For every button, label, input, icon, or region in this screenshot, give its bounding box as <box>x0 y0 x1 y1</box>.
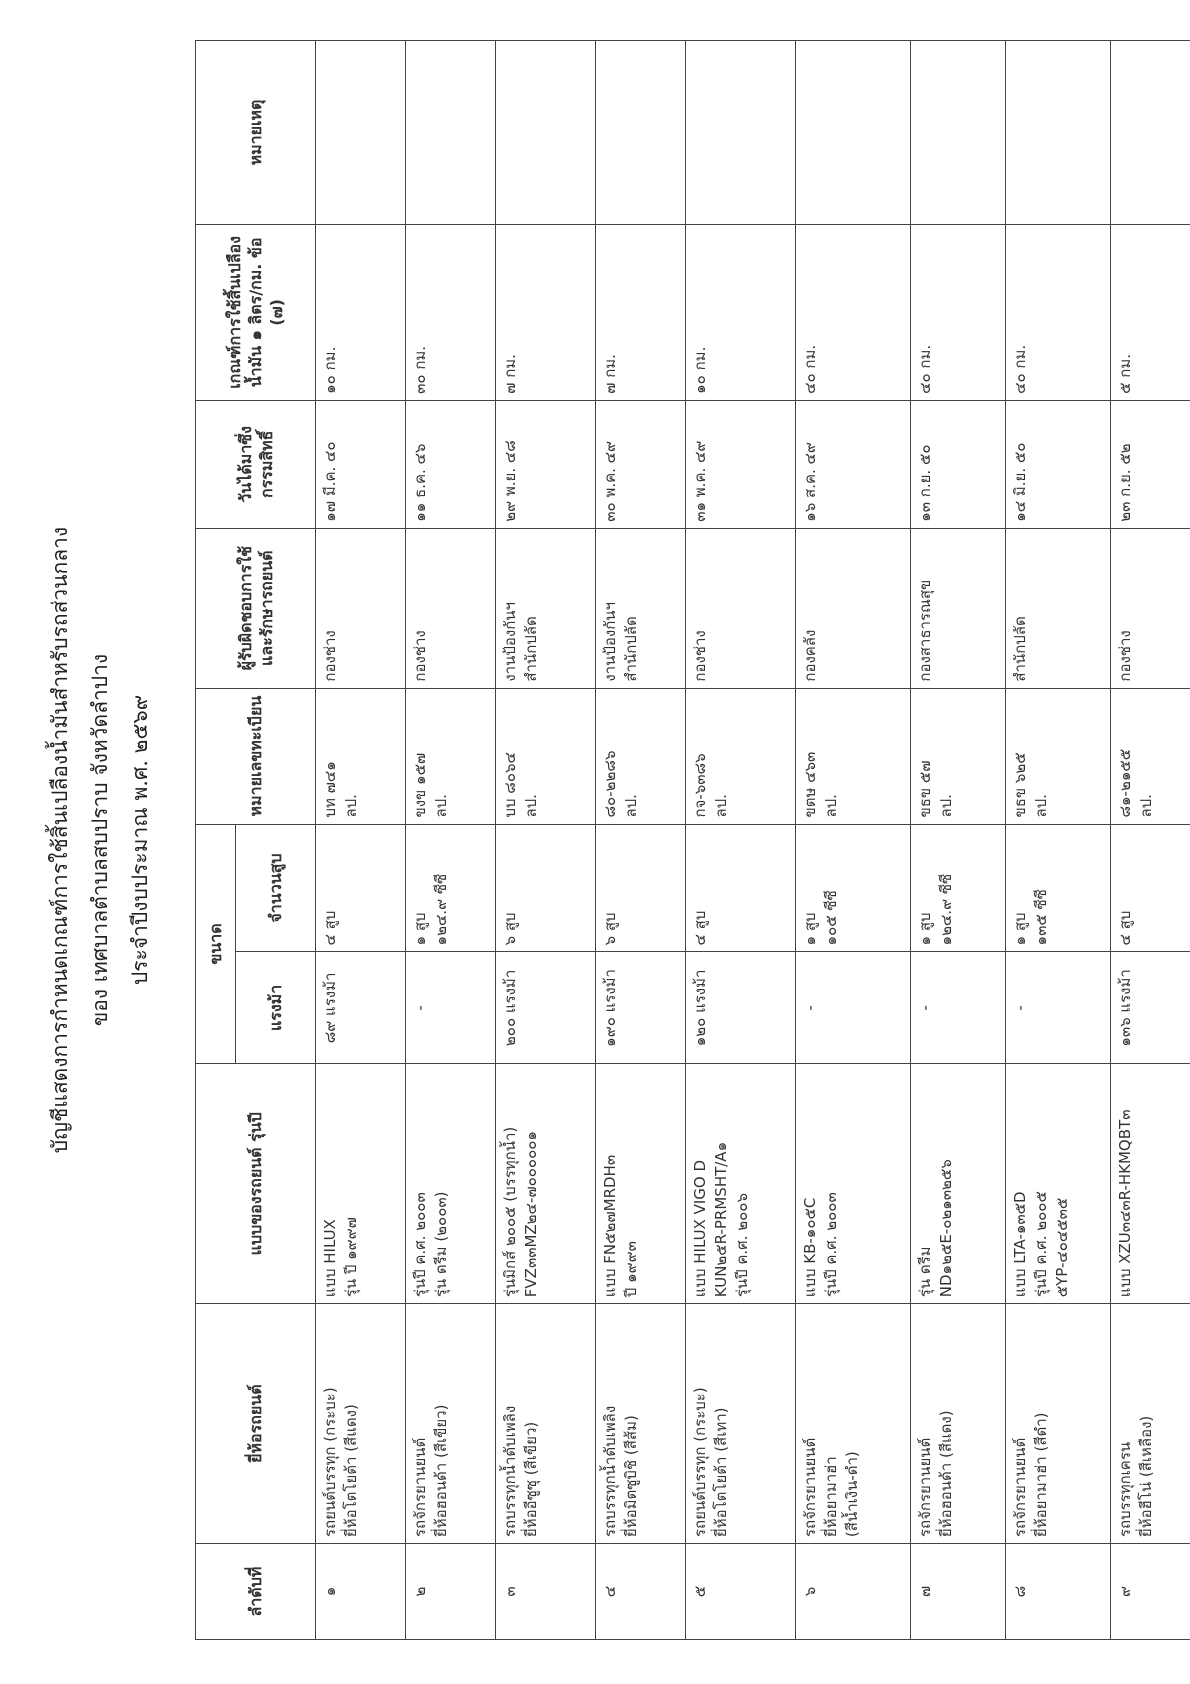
cell-plate-line: บบ ๘๐๖๔ <box>501 752 519 818</box>
cell-responsible-line: กองช่าง <box>1116 630 1134 682</box>
cell-model-line: แบบ FN๕๒๗MRDH๓ <box>601 1154 619 1298</box>
table-row <box>911 41 1006 1640</box>
cell-responsible <box>911 528 1006 688</box>
cell-plate <box>406 688 496 824</box>
table-row <box>796 41 911 1640</box>
cell-cylinders-line: ๑ สูบ <box>916 912 934 946</box>
table-row <box>1006 41 1111 1640</box>
cell-brand-line: รถบรรทุกน้ำดับเพลิง <box>601 1405 619 1538</box>
cell-responsible-line: สำนักปลัด <box>1011 616 1029 682</box>
cell-brand <box>316 1304 406 1544</box>
cell-model <box>596 1064 686 1304</box>
cell-fuel-rate: ๕ กม. <box>1111 224 1190 400</box>
cell-date: ๒๙ พ.ย. ๔๘ <box>496 400 596 528</box>
cell-responsible-line: กองสาธารณสุข <box>916 579 934 682</box>
cell-brand-line: ยี่ห้อฮอนด้า (สีแดง) <box>937 1410 955 1538</box>
cell-responsible <box>406 528 496 688</box>
header-no: ลำดับที่ <box>196 1544 316 1640</box>
cell-fuel-rate: ๗ กม. <box>596 224 686 400</box>
cell-remark <box>1006 41 1111 225</box>
cell-responsible <box>796 528 911 688</box>
cell-remark <box>911 41 1006 225</box>
cell-brand-line: รถบรรทุกเครน <box>1116 1441 1134 1538</box>
cell-model-line: รุ่นปี ค.ศ. ๒๐๐๓ <box>411 1192 429 1298</box>
cell-model-line: KUN๒๕R-PRMSHT/A๑ <box>712 1141 730 1298</box>
cell-plate <box>1006 688 1111 824</box>
cell-date: ๒๓ ก.ย. ๕๒ <box>1111 400 1190 528</box>
cell-brand <box>1111 1304 1190 1544</box>
header-remark: หมายเหตุ <box>196 41 316 225</box>
cell-model-line: รุ่น ปี ๑๙๙๗ <box>342 1217 360 1298</box>
cell-model-line: แบบ KB-๑๐๕C <box>801 1197 819 1298</box>
cell-date: ๑๔ มิ.ย. ๕๐ <box>1006 400 1111 528</box>
cell-cylinders-line: ๔ สูบ <box>1116 910 1134 946</box>
cell-brand-line: รถจักรยานยนต์ <box>916 1437 934 1538</box>
cell-date: ๓๐ พ.ค. ๔๙ <box>596 400 686 528</box>
cell-brand-line: รถยนต์บรรทุก (กระบะ) <box>321 1387 339 1538</box>
cell-cylinders <box>796 824 911 952</box>
cell-brand-line: ยี่ห้อฮีโน่ (สีเหลือง) <box>1137 1415 1155 1538</box>
cell-cylinders-line: ๑๒๔.๙ ซีซี <box>432 873 450 946</box>
cell-brand-line: รถจักรยานยนต์ <box>801 1437 819 1538</box>
cell-brand <box>796 1304 911 1544</box>
cell-cylinders-line: ๑๓๕ ซีซี <box>1032 889 1050 946</box>
cell-no: ๒ <box>406 1544 496 1640</box>
cell-remark <box>796 41 911 225</box>
cell-model-line: รุ่นปี ค.ศ. ๒๐๐๖ <box>733 1193 751 1298</box>
cell-no: ๑ <box>316 1544 406 1640</box>
cell-cylinders <box>1111 824 1190 952</box>
cell-plate-line: กจ-๖๓๘๖ <box>691 753 709 818</box>
cell-cylinders-line: ๑๒๔.๙ ซีซี <box>937 873 955 946</box>
cell-remark <box>1111 41 1190 225</box>
cell-cylinders <box>686 824 796 952</box>
cell-responsible <box>1111 528 1190 688</box>
cell-brand <box>496 1304 596 1544</box>
cell-model-line: รุ่น ดรีม (๒๐๐๓) <box>432 1191 450 1298</box>
cell-model <box>1006 1064 1111 1304</box>
cell-plate-line: ลป. <box>712 794 730 818</box>
cell-horsepower: - <box>796 952 911 1064</box>
cell-responsible <box>496 528 596 688</box>
cell-plate-line: ขธข ๕๗ <box>916 760 934 818</box>
cell-plate-line: บท ๗๔๑ <box>321 761 339 818</box>
cell-plate <box>316 688 406 824</box>
cell-plate-line: ขงข ๑๕๗ <box>411 752 429 818</box>
cell-cylinders-line: ๑ สูบ <box>801 912 819 946</box>
cell-cylinders <box>406 824 496 952</box>
cell-responsible <box>1006 528 1111 688</box>
cell-brand-line: รถจักรยานยนต์ <box>411 1437 429 1538</box>
table-body <box>316 41 1190 1640</box>
document-title <box>40 20 160 1660</box>
title-line-1: บัญชีแสดงการกำหนดเกณฑ์การใช้สิ้นเปลืองน้ำมันสำหรับรถส่วนกลาง <box>48 526 72 1154</box>
cell-responsible-line: งานป้องกันฯ <box>601 602 619 682</box>
cell-plate-line: ลป. <box>522 794 540 818</box>
cell-cylinders-line: ๑ สูบ <box>1011 912 1029 946</box>
cell-date: ๑๓ ก.ย. ๕๐ <box>911 400 1006 528</box>
cell-plate-line: ๘๑-๒๑๕๕ <box>1116 748 1134 818</box>
cell-plate-line: ลป. <box>622 794 640 818</box>
cell-cylinders <box>911 824 1006 952</box>
title-line-3: ประจำปีงบประมาณ พ.ศ. ๒๕๖๙ <box>128 694 152 986</box>
cell-horsepower: ๒๐๐ แรงม้า <box>496 952 596 1064</box>
cell-fuel-rate: ๑๐ กม. <box>316 224 406 400</box>
table-row <box>686 41 796 1640</box>
header-horsepower: แรงม้า <box>236 952 316 1064</box>
cell-model-line: รุ่นปี ค.ศ. ๒๐๐๕ <box>1032 1191 1050 1298</box>
cell-model-line: ๕YP-๔๐๔๕๓๕ <box>1053 1197 1071 1298</box>
cell-no: ๙ <box>1111 1544 1190 1640</box>
table-row <box>496 41 596 1640</box>
cell-remark <box>686 41 796 225</box>
cell-model-line: แบบ HILUX <box>321 1219 339 1298</box>
cell-brand <box>1006 1304 1111 1544</box>
header-model: แบบของรถยนต์ รุ่นปี <box>196 1064 316 1304</box>
cell-responsible-line: กองช่าง <box>691 630 709 682</box>
cell-model <box>796 1064 911 1304</box>
cell-model <box>686 1064 796 1304</box>
cell-cylinders <box>316 824 406 952</box>
cell-horsepower: ๑๓๖ แรงม้า <box>1111 952 1190 1064</box>
cell-cylinders-line: ๑ สูบ <box>411 912 429 946</box>
cell-remark <box>596 41 686 225</box>
cell-brand <box>596 1304 686 1544</box>
cell-responsible-line: กองช่าง <box>321 630 339 682</box>
cell-plate <box>1111 688 1190 824</box>
cell-responsible-line: งานป้องกันฯ <box>501 602 519 682</box>
cell-model-line: แบบ HILUX VIGO D <box>691 1159 709 1298</box>
rotated-page <box>0 20 1190 1660</box>
cell-cylinders-line: ๖ สูบ <box>601 912 619 946</box>
cell-fuel-rate: ๔๐ กม. <box>796 224 911 400</box>
cell-date: ๑๑ ธ.ค. ๔๖ <box>406 400 496 528</box>
cell-horsepower: - <box>1006 952 1111 1064</box>
cell-model <box>1111 1064 1190 1304</box>
cell-plate-line: ลป. <box>1137 794 1155 818</box>
cell-responsible-line: กองคลัง <box>801 629 819 682</box>
table-row <box>316 41 406 1640</box>
cell-brand <box>911 1304 1006 1544</box>
cell-model <box>496 1064 596 1304</box>
cell-remark <box>406 41 496 225</box>
cell-brand-line: ยี่ห้อโตโยต้า (สีเทา) <box>712 1407 730 1538</box>
cell-responsible <box>686 528 796 688</box>
cell-brand-line: รถจักรยานยนต์ <box>1011 1437 1029 1538</box>
cell-model <box>911 1064 1006 1304</box>
header-cylinders: จำนวนสูบ <box>236 824 316 952</box>
cell-brand-line: รถยนต์บรรทุก (กระบะ) <box>691 1387 709 1538</box>
cell-plate <box>796 688 911 824</box>
cell-date: ๑๖ ส.ค. ๔๙ <box>796 400 911 528</box>
cell-responsible-line: สำนักปลัด <box>522 616 540 682</box>
header-date: วันได้มาซึ่งกรรมสิทธิ์ <box>196 400 316 528</box>
header-brand: ยี่ห้อรถยนต์ <box>196 1304 316 1544</box>
cell-fuel-rate: ๗ กม. <box>496 224 596 400</box>
cell-cylinders-line: ๔ สูบ <box>321 910 339 946</box>
cell-horsepower: ๑๙๐ แรงม้า <box>596 952 686 1064</box>
cell-fuel-rate: ๑๐ กม. <box>686 224 796 400</box>
cell-brand-line: ยี่ห้อยามาฮ่า <box>822 1456 840 1538</box>
cell-plate <box>911 688 1006 824</box>
cell-no: ๔ <box>596 1544 686 1640</box>
cell-responsible-line: สำนักปลัด <box>622 616 640 682</box>
table-row <box>596 41 686 1640</box>
cell-brand <box>686 1304 796 1544</box>
title-line-2: ของ เทศบาลตำบลสบปราบ จังหวัดลำปาง <box>88 653 112 1027</box>
cell-plate-line: ลป. <box>937 794 955 818</box>
header-size: ขนาด <box>196 824 236 1064</box>
cell-plate-line: ลป. <box>1032 794 1050 818</box>
cell-model <box>406 1064 496 1304</box>
cell-model-line: FVZ๓๓MZ๒๔-๗๐๐๐๐๐๑ <box>522 1131 540 1298</box>
cell-horsepower: ๘๙ แรงม้า <box>316 952 406 1064</box>
cell-model <box>316 1064 406 1304</box>
cell-date: ๓๑ พ.ค. ๔๙ <box>686 400 796 528</box>
cell-plate-line: ๘๐-๒๒๘๖ <box>601 750 619 818</box>
cell-fuel-rate: ๔๐ กม. <box>1006 224 1111 400</box>
cell-brand-line: ยี่ห้อยามาฮ่า (สีดำ) <box>1032 1412 1050 1538</box>
cell-responsible <box>596 528 686 688</box>
header-fuel-rate: เกณฑ์การใช้สิ้นเปลืองน้ำมัน ๑ ลิตร/กม. ข้อ (๗) <box>196 224 316 400</box>
vehicle-fuel-table <box>195 40 1190 1640</box>
cell-plate-line: ลป. <box>822 794 840 818</box>
cell-brand-line: ยี่ห้อโตโยต้า (สีแดง) <box>342 1404 360 1538</box>
cell-model-line: รุ่นปี ค.ศ. ๒๐๐๓ <box>822 1192 840 1298</box>
cell-brand-line: ยี่ห้อมิตซูบิชิ (สีส้ม) <box>622 1415 640 1538</box>
cell-brand <box>406 1304 496 1544</box>
cell-cylinders-line: ๖ สูบ <box>501 912 519 946</box>
cell-no: ๗ <box>911 1544 1006 1640</box>
header-plate: หมายเลขทะเบียน <box>196 688 316 824</box>
cell-cylinders <box>1006 824 1111 952</box>
cell-brand-line: ยี่ห้อฮอนด้า (สีเขียว) <box>432 1404 450 1538</box>
cell-date: ๑๗ มี.ค. ๔๐ <box>316 400 406 528</box>
cell-cylinders <box>596 824 686 952</box>
cell-no: ๖ <box>796 1544 911 1640</box>
cell-plate-line: ขธข ๖๒๕ <box>1011 752 1029 818</box>
cell-model-line: ปี ๑๙๙๓ <box>622 1241 640 1298</box>
cell-model-line: แบบ XZU๓๔๓R-HKMQBT๓ <box>1116 1109 1134 1298</box>
cell-plate <box>686 688 796 824</box>
cell-horsepower: - <box>406 952 496 1064</box>
cell-brand-line: ยี่ห้ออีซูซุ (สีเขียว) <box>522 1421 540 1538</box>
table-row <box>406 41 496 1640</box>
cell-no: ๓ <box>496 1544 596 1640</box>
cell-cylinders-line: ๑๐๕ ซีซี <box>822 890 840 946</box>
cell-plate-line: ลป. <box>342 794 360 818</box>
cell-model-line: รุ่นมิกส์ ๒๐๐๕ (บรรทุกน้ำ) <box>501 1126 519 1298</box>
cell-responsible-line: กองช่าง <box>411 630 429 682</box>
cell-model-line: แบบ LTA-๑๓๕D <box>1011 1191 1029 1298</box>
cell-no: ๘ <box>1006 1544 1111 1640</box>
cell-cylinders <box>496 824 596 952</box>
cell-model-line: รุ่น ดรีม <box>916 1246 934 1298</box>
cell-plate-line: ขตษ ๔๖๓ <box>801 751 819 818</box>
cell-plate-line: ลป. <box>432 794 450 818</box>
cell-remark <box>316 41 406 225</box>
cell-brand-line: (สีน้ำเงิน-ดำ) <box>843 1451 861 1538</box>
cell-remark <box>496 41 596 225</box>
cell-no: ๕ <box>686 1544 796 1640</box>
cell-model-line: ND๑๒๕E-๐๒๑๓๒๕๖ <box>937 1159 955 1298</box>
cell-plate <box>496 688 596 824</box>
cell-cylinders-line: ๔ สูบ <box>691 910 709 946</box>
cell-horsepower: ๑๒๐ แรงม้า <box>686 952 796 1064</box>
header-responsible: ผู้รับผิดชอบการใช้และรักษารถยนต์ <box>196 528 316 688</box>
cell-fuel-rate: ๓๐ กม. <box>406 224 496 400</box>
cell-responsible <box>316 528 406 688</box>
table-row <box>1111 41 1190 1640</box>
cell-horsepower: - <box>911 952 1006 1064</box>
cell-plate <box>596 688 686 824</box>
cell-fuel-rate: ๔๐ กม. <box>911 224 1006 400</box>
cell-brand-line: รถบรรทุกน้ำดับเพลิง <box>501 1405 519 1538</box>
